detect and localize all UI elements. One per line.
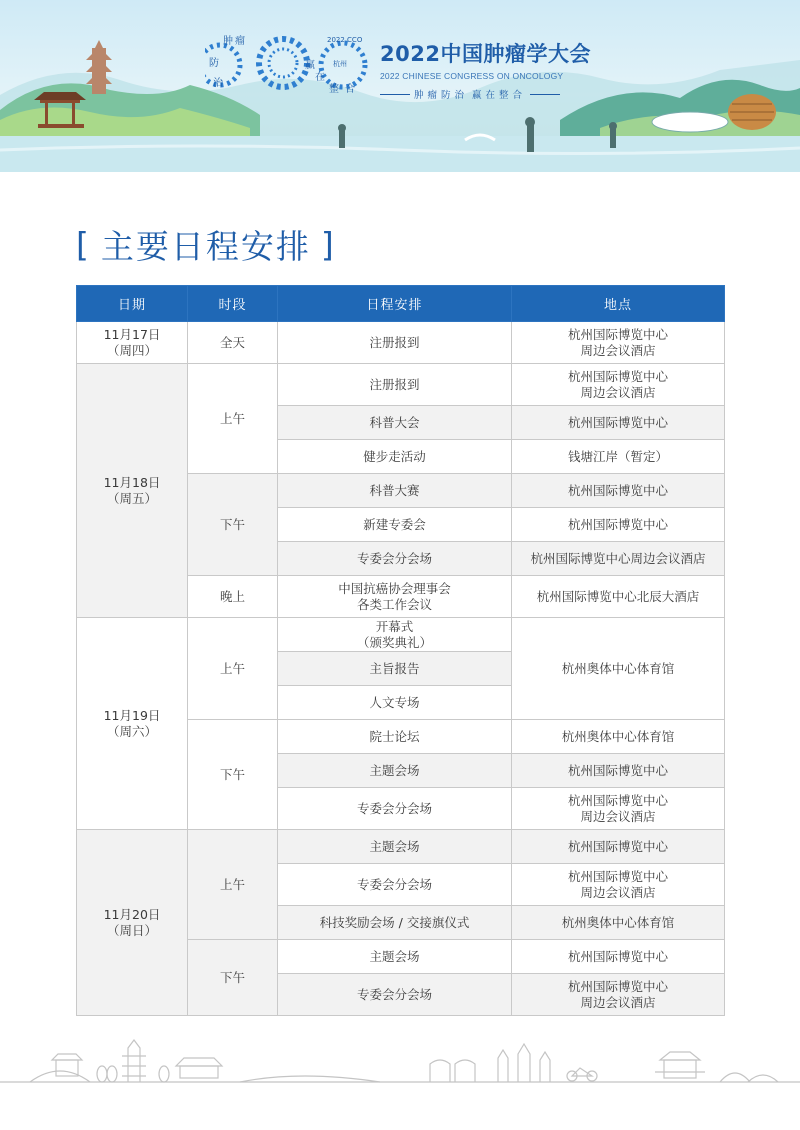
cco-logo-mark — [205, 30, 375, 100]
agenda-cell: 科普大会 — [278, 406, 512, 440]
congress-title: 2022中国肿瘤学大会 — [380, 42, 591, 66]
table-row — [77, 364, 725, 406]
location-cell: 杭州国际博览中心 — [512, 508, 725, 542]
schedule-table — [76, 285, 725, 1016]
agenda-cell: 主题会场 — [278, 754, 512, 788]
header-date: 日期 — [77, 286, 188, 322]
location-cell: 杭州国际博览中心 — [512, 474, 725, 508]
location-line: 周边会议酒店 — [580, 808, 656, 824]
table-row — [77, 618, 725, 652]
congress-title-block — [380, 38, 600, 101]
agenda-cell: 专委会分会场 — [278, 974, 512, 1016]
weekday-text: （周六） — [106, 723, 157, 739]
logo-char: 防 — [209, 58, 219, 69]
location-cell: 杭州奥体中心体育馆 — [512, 906, 725, 940]
location-line: 周边会议酒店 — [580, 994, 656, 1010]
header-period: 时段 — [188, 286, 278, 322]
location-cell — [512, 364, 725, 406]
slogan-part-1: 肿瘤防治 — [414, 90, 469, 101]
period-cell: 上午 — [188, 830, 278, 940]
location-cell: 钱塘江岸（暂定） — [512, 440, 725, 474]
table-row — [77, 322, 725, 364]
location-cell: 杭州国际博览中心 — [512, 830, 725, 864]
location-line: 周边会议酒店 — [580, 384, 656, 400]
agenda-cell — [278, 576, 512, 618]
weekday-text: （周五） — [106, 490, 157, 506]
period-cell: 全天 — [188, 322, 278, 364]
period-cell: 上午 — [188, 618, 278, 720]
congress-title-en: 2022 CHINESE CONGRESS ON ONCOLOGY — [380, 71, 564, 81]
logo-char: 赢 — [305, 60, 315, 71]
logo-city: 杭州 — [333, 60, 347, 68]
agenda-line: 中国抗癌协会理事会 — [338, 580, 451, 596]
agenda-line: 开幕式 — [375, 618, 414, 634]
date-cell — [77, 830, 188, 1016]
table-row — [77, 830, 725, 864]
location-cell: 杭州国际博览中心 — [512, 406, 725, 440]
weekday-text: （周四） — [106, 342, 157, 358]
logo-char: 整 — [329, 84, 339, 95]
location-line: 周边会议酒店 — [580, 884, 656, 900]
period-cell: 下午 — [188, 940, 278, 1016]
logo-char: 合 — [345, 84, 355, 95]
agenda-cell: 专委会分会场 — [278, 864, 512, 906]
agenda-cell: 注册报到 — [278, 322, 512, 364]
header-banner — [0, 0, 800, 172]
period-cell: 下午 — [188, 474, 278, 576]
date-cell — [77, 322, 188, 364]
agenda-cell: 院士论坛 — [278, 720, 512, 754]
agenda-cell: 人文专场 — [278, 686, 512, 720]
agenda-line: （颁奖典礼） — [356, 634, 432, 650]
agenda-cell: 主题会场 — [278, 830, 512, 864]
logo-char: 在 — [315, 72, 325, 83]
location-line: 杭州国际博览中心 — [567, 368, 668, 384]
logo-char: 瘤 — [235, 36, 245, 47]
location-line: 杭州国际博览中心 — [567, 868, 668, 884]
agenda-cell: 科普大赛 — [278, 474, 512, 508]
left-bracket: [ — [76, 224, 91, 264]
section-title — [76, 222, 336, 266]
location-line: 杭州国际博览中心 — [567, 978, 668, 994]
weekday-text: （周日） — [106, 922, 157, 938]
date-cell — [77, 618, 188, 830]
right-bracket: ] — [320, 224, 336, 264]
agenda-cell: 新建专委会 — [278, 508, 512, 542]
hangzhou-skyline-line-art — [0, 1030, 800, 1130]
date-text: 11月19日 — [103, 707, 161, 723]
location-line: 周边会议酒店 — [580, 342, 656, 358]
location-cell: 杭州国际博览中心北辰大酒店 — [512, 576, 725, 618]
agenda-cell — [278, 618, 512, 652]
period-cell: 晚上 — [188, 576, 278, 618]
location-line: 杭州国际博览中心 — [567, 326, 668, 342]
location-cell: 杭州奥体中心体育馆 — [512, 720, 725, 754]
location-line: 杭州国际博览中心 — [567, 792, 668, 808]
location-cell: 杭州奥体中心体育馆 — [512, 618, 725, 720]
header-location: 地点 — [512, 286, 725, 322]
date-text: 11月18日 — [103, 474, 161, 490]
logo-badge: 2022 CCO — [327, 36, 363, 44]
location-cell — [512, 864, 725, 906]
period-cell: 下午 — [188, 720, 278, 830]
agenda-cell: 科技奖励会场 / 交接旗仪式 — [278, 906, 512, 940]
location-cell: 杭州国际博览中心 — [512, 940, 725, 974]
slogan-rule — [530, 94, 560, 95]
agenda-line: 各类工作会议 — [356, 596, 432, 612]
date-text: 11月20日 — [103, 906, 161, 922]
header-agenda: 日程安排 — [278, 286, 512, 322]
agenda-cell: 注册报到 — [278, 364, 512, 406]
table-header-row — [77, 286, 725, 322]
logo-char: 肿 — [223, 36, 233, 47]
date-text: 11月17日 — [103, 326, 161, 342]
logo-char: 治 — [213, 78, 223, 89]
section-title-text: 主要日程安排 — [100, 226, 311, 266]
location-cell: 杭州国际博览中心周边会议酒店 — [512, 542, 725, 576]
agenda-cell: 健步走活动 — [278, 440, 512, 474]
agenda-cell: 专委会分会场 — [278, 788, 512, 830]
agenda-cell: 主旨报告 — [278, 652, 512, 686]
location-cell: 杭州国际博览中心 — [512, 754, 725, 788]
location-cell — [512, 974, 725, 1016]
agenda-cell: 专委会分会场 — [278, 542, 512, 576]
congress-slogan — [380, 87, 600, 101]
slogan-part-2: 赢在整合 — [472, 90, 527, 101]
location-cell — [512, 322, 725, 364]
date-cell — [77, 364, 188, 618]
period-cell: 上午 — [188, 364, 278, 474]
location-cell — [512, 788, 725, 830]
agenda-cell: 主题会场 — [278, 940, 512, 974]
slogan-rule — [380, 94, 410, 95]
